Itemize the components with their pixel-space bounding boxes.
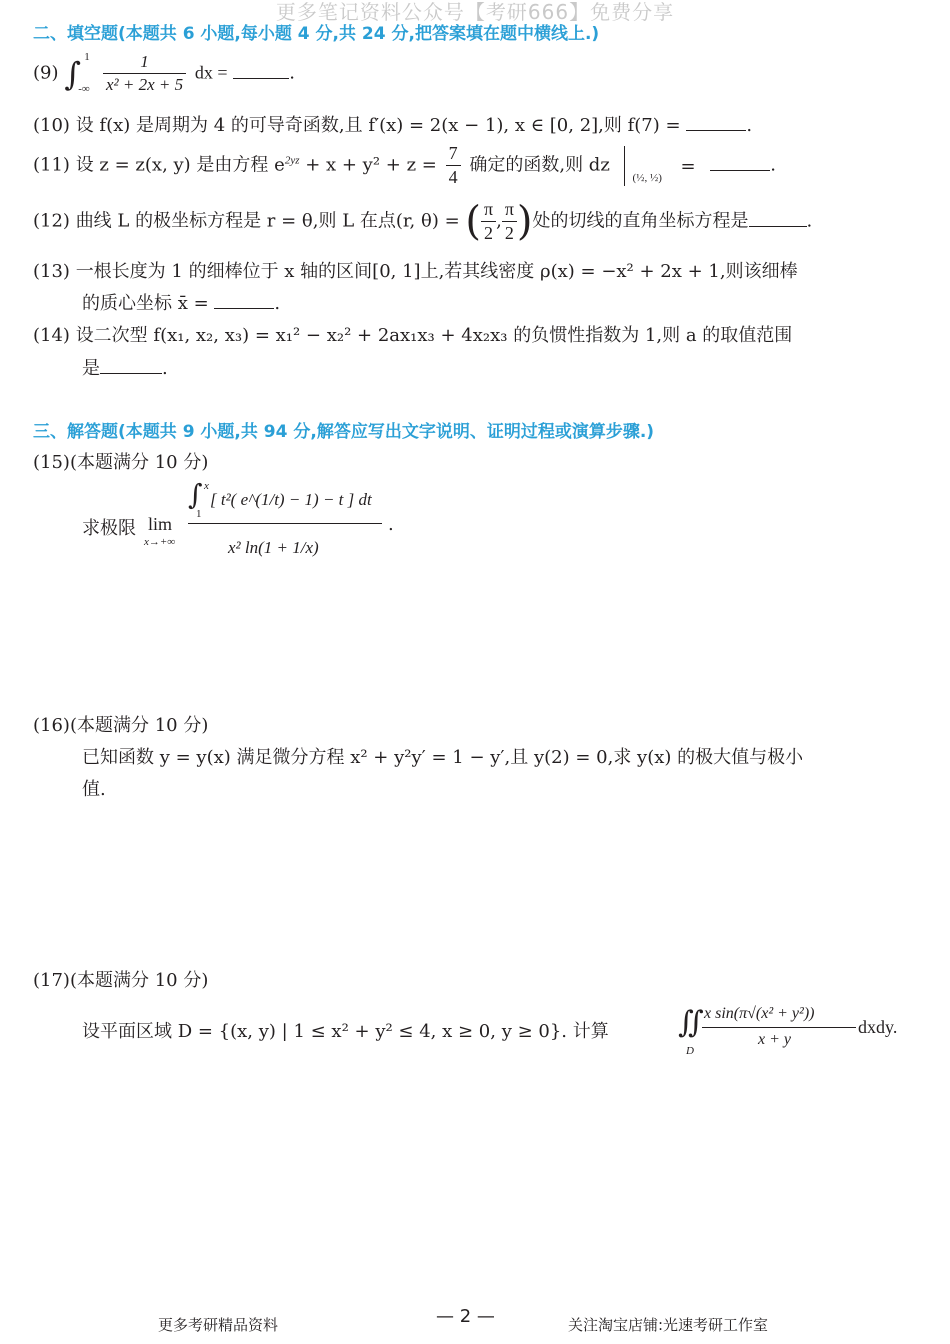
q11-mid: + x + y² + z =: [299, 154, 437, 176]
q9-numerator: 1: [103, 52, 186, 74]
q12-fraction-1: [481, 199, 496, 244]
q11-exponent: 2yz: [284, 154, 300, 167]
q15-int-lower: 1: [196, 508, 202, 520]
q9-fraction: [103, 52, 186, 95]
q15-lead: 求极限: [82, 518, 136, 539]
q13-line1: 一根长度为 1 的细棒位于 x 轴的区间[0, 1]上,若其线密度 ρ(x) = −x² + 2x + 1,则该细棒: [75, 261, 798, 282]
q15-end: .: [388, 514, 394, 535]
q14-line2: 是: [82, 358, 100, 379]
q10-answer-blank[interactable]: [686, 116, 746, 131]
q11-frac-den: 4: [448, 167, 458, 187]
q9-answer-blank[interactable]: [233, 64, 289, 79]
q11-eval-bar: [624, 146, 696, 186]
q17-numerator: x sin(π√(x² + y²)): [704, 1005, 815, 1022]
q16-line2: 值.: [82, 779, 106, 800]
q9-tail: dx =: [194, 62, 228, 83]
q17-double-integral: ∬: [678, 1005, 704, 1040]
q9-upper-limit: 1: [84, 50, 90, 63]
q11-eq: =: [680, 155, 696, 177]
q17-pre: 设平面区域 D = {(x, y) | 1 ≤ x² + y² ≤ 4, x ≥ 0, y ≥ 0}. 计算: [82, 1021, 609, 1042]
q12-f2-num: π: [502, 199, 517, 222]
q11-pre: 设 z = z(x, y) 是由方程 e: [75, 154, 285, 176]
q15-fraction-bar: [188, 523, 382, 524]
footer-right: 关注淘宝店铺:光速考研工作室: [568, 1316, 769, 1334]
question-14-cont: [82, 354, 168, 380]
q14-line1: 设二次型 f(x₁, x₂, x₃) = x₁² − x₂² + 2ax₁x₃ + 4x₂x₃ 的负惯性指数为 1,则 a 的取值范围: [75, 325, 793, 346]
q11-number: (11): [33, 154, 70, 176]
q12-end: .: [806, 210, 813, 232]
section-3-title: 三、解答题(本题共 9 小题,共 94 分,解答应写出文字说明、证明过程或演算步骤.): [33, 422, 655, 442]
q9-denominator: x² + 2x + 5: [105, 75, 184, 94]
question-14: [33, 321, 792, 347]
question-12: (12) 曲线 L 的极坐标方程是 r = θ,则 L 在点(r, θ) = ( $\frac{\pi}{2}$ , $\frac{\pi}{2}$ )处的切线的直角坐标方程是 .: [33, 198, 813, 245]
q13-number: (13): [33, 261, 70, 282]
q11-fraction: [446, 143, 461, 188]
q14-number: (14): [33, 325, 70, 346]
q15-integral-sign: ∫: [188, 478, 203, 511]
q14-answer-blank[interactable]: [100, 359, 162, 374]
q17-region: D: [686, 1045, 694, 1057]
q13-end: .: [274, 293, 281, 314]
q12-pre: 曲线 L 的极坐标方程是 r = θ,则 L 在点(r, θ) =: [75, 210, 460, 232]
q15-numerator: [ t²( e^(1/t) − 1) − t ] dt: [210, 490, 372, 509]
q12-answer-blank[interactable]: [749, 212, 807, 227]
q17-fraction-bar: [702, 1027, 856, 1028]
q11-eval-point: (½, ½): [632, 171, 662, 184]
q12-f1-den: 2: [484, 223, 494, 243]
q12-left-paren: (: [465, 198, 481, 245]
q14-end: .: [162, 358, 168, 379]
q15-lim-sub: x→+∞: [144, 536, 176, 548]
q16-line1: 已知函数 y = y(x) 满足微分方程 x² + y²y′ = 1 − y′,且 y(2) = 0,求 y(x) 的极大值与极小: [82, 747, 804, 768]
q12-right-paren: ): [516, 198, 533, 245]
q12-f1-num: π: [481, 199, 496, 222]
q11-answer-blank[interactable]: [710, 156, 770, 171]
q16-header: (16)(本题满分 10 分): [33, 715, 209, 736]
q17-header: (17)(本题满分 10 分): [33, 970, 209, 991]
q12-number: (12): [33, 210, 70, 232]
q11-end: .: [770, 154, 777, 176]
q9-end: .: [289, 62, 295, 84]
q10-number: (10): [33, 115, 70, 136]
watermark: 更多笔记资料公众号【考研666】免费分享: [275, 0, 675, 24]
q9-integral: ∫ 1 -∞: [64, 50, 90, 95]
q12-post: 处的切线的直角坐标方程是: [532, 210, 749, 232]
question-9: [33, 52, 295, 95]
q9-lower-limit: -∞: [78, 82, 90, 95]
q15-lim: lim: [148, 514, 173, 534]
section-2-title: 二、填空题(本题共 6 小题,每小题 4 分,共 24 分,把答案填在题中横线上.): [33, 24, 600, 44]
question-13-cont: [82, 289, 280, 315]
q15-header: (15)(本题满分 10 分): [33, 452, 209, 473]
q12-fraction-2: [502, 199, 517, 244]
q10-text: 设 f(x) 是周期为 4 的可导奇函数,且 f′(x) = 2(x − 1), x ∈ [0, 2],则 f(7) =: [75, 115, 681, 136]
q12-f2-den: 2: [504, 223, 514, 243]
question-13: [33, 257, 798, 283]
q15-int-upper: x: [204, 480, 209, 492]
q9-number: (9): [33, 62, 59, 84]
q11-post: 确定的函数,则 dz: [469, 154, 610, 176]
q17-denominator: x + y: [758, 1031, 791, 1048]
question-17: [82, 1005, 922, 1065]
q17-tail: dxdy.: [858, 1017, 898, 1037]
q15-denominator: x² ln(1 + 1/x): [228, 538, 319, 557]
q11-frac-num: 7: [446, 143, 461, 166]
footer-left: 更多考研精品资料: [158, 1316, 279, 1334]
q13-answer-blank[interactable]: [214, 294, 274, 309]
page-number: — 2 —: [436, 1306, 495, 1327]
q10-end: .: [746, 115, 753, 136]
question-11: [33, 143, 776, 188]
q13-line2: 的质心坐标 x̄ =: [82, 293, 209, 314]
question-10: [33, 111, 752, 137]
